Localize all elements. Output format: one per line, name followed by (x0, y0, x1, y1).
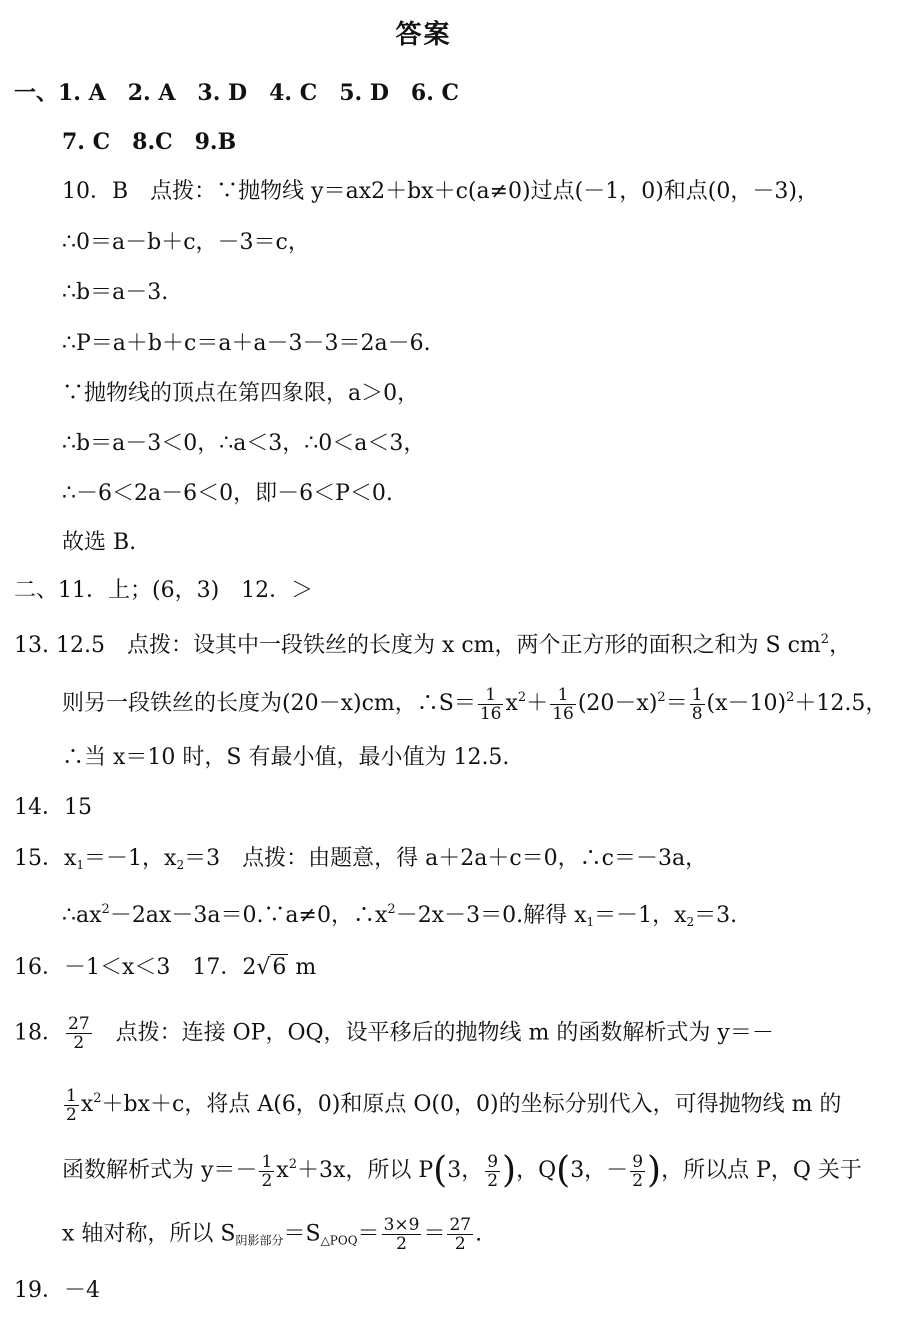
solution-line-10-step6: ∴－6＜2a－6＜0，即－6＜P＜0. (62, 481, 393, 506)
fraction: $\frac{1}{16}$ (552, 684, 574, 724)
solution-line-15: $\therefore ax^2-2ax-3a=0.\because a\ne 0$，$\therefore x^2-2x-3=0$.解得 $x_1=-1$，$x_2=3$. (62, 902, 738, 929)
solution-line-10-step3: ∴P＝a＋b＋c＝a＋a－3－3＝2a－6. (62, 331, 431, 356)
page-title: 答案 (395, 20, 452, 50)
answer-line-14: 14．15 (14, 795, 92, 820)
fraction: $\frac{27}{2}$ (449, 1215, 472, 1254)
fraction: $\frac{1}{2}$ (66, 1085, 77, 1125)
square-root: √6 (256, 955, 287, 980)
fraction: $\frac{9}{2}$ (487, 1151, 499, 1191)
answer-line-10: 10．B 点拨：∵抛物线 y＝ax2＋bx＋c(a≠0)过点(－1，0)和点(0，－3)， (62, 179, 819, 204)
solution-line-18-step1: $\frac{1}{2}$ $x^2+bx+c$，将点 A(6，0)和原点 O(0，0)的坐标分别代入，可得抛物线 m 的 (66, 1085, 842, 1125)
answer-line-13: 13. 12.5 点拨：设其中一段铁丝的长度为 x cm，两个正方形的面积之和为 S $cm^2$， (14, 632, 852, 658)
answer-line-16-17: 16．－1＜x＜3 17．2√6 m (0, 953, 861, 983)
fraction: $\frac{1}{2}$ (261, 1151, 273, 1191)
solution-line-10-step4: ∵抛物线的顶点在第四象限，a＞0， (62, 381, 420, 406)
fraction: $\frac{1}{8}$ (691, 684, 703, 724)
answer-line-15: 15．$x_1=-1$，$x_2=3$ 点拨：由题意，得 a＋2a＋c＝0，∴c＝－3a， (14, 846, 708, 872)
fraction: $\frac{1}{16}$ (479, 684, 502, 724)
answer-line-11-12: 二、11．上；(6，3) 12．＞ (14, 578, 314, 603)
answer-line-7-9: 7. C 8.C 9.B (62, 129, 237, 155)
solution-line-10-conclusion: 故选 B. (62, 530, 137, 555)
fraction: $\frac{9}{2}$ (632, 1151, 644, 1191)
solution-line-18-step3: x 轴对称，所以 $S_{阴影部分}=S_{\triangle POQ}=$ $\frac{3\times 9}{2}$ ＝ $\frac{27}{2}$ . (62, 1215, 483, 1254)
answer-line-18: 18． $\frac{27}{2}$ 点拨：连接 OP，OQ，设平移后的抛物线 m 的函数解析式为 y＝－ (14, 1014, 774, 1053)
solution-line-10-step5: ∴b＝a－3＜0，∴a＜3，∴0＜a＜3， (62, 431, 426, 456)
solution-line-10-step2: ∴b＝a－3. (62, 280, 169, 305)
answer-line-19: 19．－4 (14, 1278, 100, 1303)
solution-line-13-conclusion: ∴当 x＝10 时，S 有最小值，最小值为 12.5. (62, 745, 510, 770)
fraction: $\frac{3\times 9}{2}$ (383, 1215, 420, 1254)
solution-line-10-step1: ∴0＝a－b＋c，－3＝c， (62, 230, 310, 255)
solution-line-13-equation: 则另一段铁丝的长度为(20－x)cm，∴S＝ $\frac{1}{16}$ $x^2+$ $\frac{1}{16}$ $(20-x)^2=$ $\frac{1}{8}$ $(x-10)^2+12.5$， (62, 684, 888, 724)
solution-line-18-step2: 函数解析式为 y＝－ $\frac{1}{2}$ $x^2+3x$，所以 P(3， $\frac{9}{2}$ )，Q(3，－ $\frac{9}{2}$ )，所以点 P，Q 关于 (62, 1150, 862, 1191)
fraction: $\frac{27}{2}$ (68, 1014, 90, 1053)
answer-line-1-6: 一、1. A 2. A 3. D 4. C 5. D 6. C (14, 80, 460, 106)
